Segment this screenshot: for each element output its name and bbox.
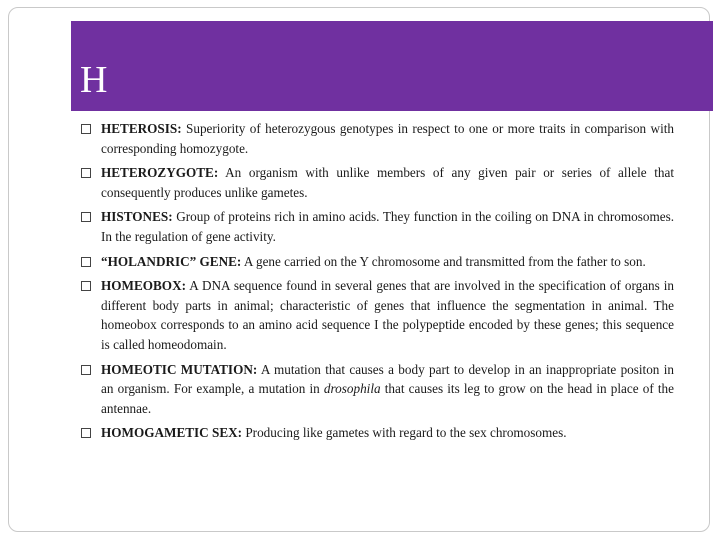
term-name: HOMEOTIC MUTATION: — [101, 361, 258, 377]
glossary-list — [80, 119, 674, 448]
square-bullet-icon — [81, 212, 91, 222]
term-definition-text: that causes its leg to grow on the head in place of the antennae. — [101, 381, 675, 416]
term-definition-text: A mutation that causes a body part to develop in an inappropriate positon in an organism. For example, a mutation in — [101, 361, 674, 397]
term-name: HOMOGAMETIC SEX: — [101, 425, 243, 441]
square-bullet-icon — [81, 257, 91, 267]
glossary-item — [80, 360, 674, 419]
term-name: HETEROSIS: — [101, 121, 182, 136]
term-name: HISTONES: — [101, 209, 173, 225]
glossary-item — [80, 423, 674, 443]
term-definition-italic: drosophila — [323, 381, 381, 397]
header-bar — [71, 21, 713, 111]
glossary-item — [80, 276, 674, 354]
glossary-item — [80, 119, 674, 158]
term-definition: A gene carried on the Y chromosome and transmitted from the father to son. — [243, 253, 646, 269]
term-name: HOMEOBOX: — [101, 278, 186, 294]
glossary-item — [80, 207, 674, 246]
term-definition: Group of proteins rich in amino acids. They function in the coiling on DNA in chromosomes. In the regulation of gene activity. — [101, 209, 674, 244]
term-definition: Producing like gametes with regard to the sex chromosomes. — [245, 425, 567, 441]
term-name: “HOLANDRIC” GENE: — [101, 253, 242, 269]
square-bullet-icon — [81, 428, 91, 438]
square-bullet-icon — [81, 365, 91, 375]
term-definition: An organism with unlike members of any given pair or series of allele that consequently produces unlike gametes. — [101, 165, 674, 200]
square-bullet-icon — [81, 281, 91, 291]
term-definition: A DNA sequence found in several genes that are involved in the specification of organs in different body parts in animal; characteristic of genes that influence the segmentation in animal. The homeobox corresponds to an amino acid sequence I the polypeptide encoded by these genes; this sequence is called homeodomain. — [101, 278, 674, 352]
term-definition: Superiority of heterozygous genotypes in respect to one or more traits in comparison with corresponding homozygote. — [101, 121, 674, 156]
square-bullet-icon — [81, 168, 91, 178]
header-letter: H — [80, 59, 109, 101]
term-name: HETEROZYGOTE: — [101, 165, 219, 181]
square-bullet-icon — [81, 124, 91, 134]
glossary-item — [80, 163, 674, 202]
glossary-item — [80, 252, 674, 272]
